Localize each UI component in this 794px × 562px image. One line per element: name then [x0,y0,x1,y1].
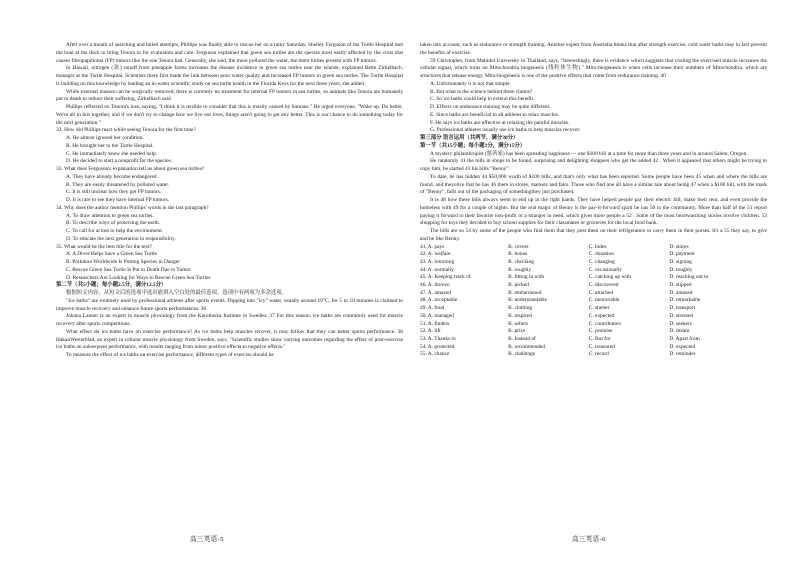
paragraph: "Ice baths" are routinely used by professional athletes after sports events. Dipping into "icy" water, usually around 10°C, for 5 to 10 minutes is claimed to improve muscle recovery and enhance future sports performances. 36 [56,297,403,312]
cloze-option: B. challenge [508,351,536,358]
cloze-option-row [420,259,750,267]
answer-option: C. He immediately knew she needed help. [66,150,158,157]
paragraph: Phillips reflected on Tenora's loss, saying, "I think it is terrible to consider that this is mostly caused by humans." He urged everyone, "Wake up. Do better. We're all in this together, and if we don't try to change how we live our lives, things aren't going to get any better. This is our chance to do something today for the next generation." [56,104,403,126]
cloze-option-row [420,251,750,259]
cloze-option: D. payment [669,251,695,258]
cloze-option-row [420,351,750,359]
cloze-option-row [420,328,750,336]
answer-option: B. Pollution Worldwide Is Putting Species in Danger [66,259,180,265]
cloze-option: B. clothing [508,305,533,312]
right-paragraphs [420,42,767,244]
cloze-option: 54. A. protected [420,343,455,350]
cloze-option: C. catching up with [588,274,631,281]
cloze-option: B. prize [508,328,526,335]
cloze-option: C. promise [588,328,613,335]
section-heading: 第一节（共15小题；每小题1分，满分15分） [420,142,526,149]
answer-option: D. He decided to start a nonprofit for the species. [66,158,173,165]
cloze-option: D. stressed [669,312,694,319]
answer-option: C. To call for action to help the environment. [66,228,164,234]
paragraph: To measure the effect of ice baths on exercise performance, different types of exercise should be [66,352,274,358]
cloze-option: B. inspired [508,312,532,319]
paragraph: 根据短文内容，从短文后的选项中选出能填入空白处的最佳选项。选项中有两项为多余选项。 [66,290,288,296]
answer-option: B. To describe ways of protecting the earth. [66,220,160,227]
cloze-option-row [420,336,750,344]
answer-option: C. Rescue Green Sea Turtle Is Put to Death Due to Tumor [66,266,191,273]
paragraph: In Hawaii, nitrogen (氮) runoff from pineapple farms increases the disease incidence in green sea turtles near the islands, explained Bette Zirkelbach, manager at the Turtle Hospital. Scientists there first made the link between poor water quality and increased FP tumors in green sea turtles. The Turtle Hospital is building on this knowledge by leading an in-water scientific study on sea turtle health in the Florida Keys for the next three years, she added. [56,65,403,87]
cloze-option: 41. A. pays [420,243,445,250]
cloze-option: C. memorable [588,297,620,304]
answer-option: G. Professional athletes usually use ice baths to help muscles recover. [430,127,581,134]
paragraph: Johana Lanner is an expert in muscle physiology from the Karolinska Institute in Sweden. 37 For this reason, ice baths are commonly used for muscle recovery after sports competitions. [56,313,403,327]
answer-option: F. He says ice baths are effective at relaxing the painful muscles. [430,119,570,126]
question-stem: 35. What would be the best title for the text? [56,243,153,250]
cloze-option: B. bonus [508,251,528,258]
cloze-option-row [420,290,750,298]
answer-option: A. To draw attention to green sea turtles. [66,212,154,219]
right-page-column [420,42,767,359]
left-page-footer: 高三英语-5 [190,536,224,543]
answer-option: B. But what is the science behind these claims? [430,88,533,95]
cloze-option: 42. A. welfare [420,251,451,258]
paragraph: What effect do ice baths have on exercise performance? As ice baths help muscles recover, it may follow that they can better sports performance. 38 HakanWesterblad, an expert in cellular muscle physiology from Sweden, says, "Scientific studies show varying outcomes regarding the effect of post-exercise ice baths on subsequent performance, with results ranging from minor positive effects to negative effects." [56,328,403,351]
cloze-option: C. attached [588,289,614,296]
question-stem: 33. What does Ferguson's explanation tell us about green sea turtles? [56,166,205,172]
answer-option: C. It is still unclear how they get FP tumors. [66,189,162,196]
paragraph: taken into account, such as endurance or strength training. Another expert from Australia thinks that after strength exercise, cold water baths may in fact prevent the benefits of exercise. [420,42,767,56]
cloze-option: 43. A. returning [420,258,455,265]
cloze-option-row [420,321,750,329]
paragraph: He randomly 41 the bills in shops to be found, surprising and delighting shoppers who get the added 42 . When it appeared that others might be trying to copy him, he started 43 his bills "Benny". [420,158,767,172]
cloze-option-row [420,344,750,352]
cloze-option: 53. A. Thanks to [420,335,456,342]
question-stem: 32. How did Phillips react while seeing Tenora for the first time? [56,127,196,134]
cloze-option: B. sellers [508,320,529,327]
cloze-option: 48. A. acceptable [420,297,458,304]
cloze-option: B. picked [508,282,529,289]
section-heading: 第三部分 语言运用（共两节，满分30分） [420,135,519,141]
answer-option: C. So ice baths could help to extend this benefit. [430,96,535,103]
cloze-option: 44. A. normally [420,266,454,273]
cloze-option: 51. A. finders [420,320,450,327]
cloze-options-table [420,244,750,360]
answer-option: D. Researchers Are Looking for Ways to Rescue Green Sea Turtles [66,274,211,281]
cloze-option: 52. A. lift [420,328,441,335]
cloze-option: B. embarrassed [508,289,542,296]
answer-option: B. They are easily threatened by polluted water. [66,181,170,188]
paragraph: A mystery philanthropist (慈善家) has been spreading happiness — one $100 bill at a time for more than three years and in around Salem, Oregon. [430,150,748,157]
cloze-option: 47. A. amazed [420,289,451,296]
paragraph: The bills are so 54 by some of the people who find them that they post them on their refrigerators or carry them in their purses. It's a 55 they say, to give and be like Benny. [420,228,767,242]
cloze-option: B. covers [508,243,529,250]
cloze-option: D. reaching out to [669,274,709,281]
cloze-option-row [420,297,750,305]
cloze-option: C. discovered [588,282,619,289]
cloze-option-row [420,282,750,290]
cloze-option: 55. A. chance [420,351,450,358]
answer-option: D. To educate the next generation in responsibility. [66,235,176,242]
cloze-option: C. donation [588,251,614,258]
cloze-option: C. shelter [588,305,610,312]
cloze-option: D. slipped [669,282,692,289]
cloze-option: B. fitting in with [508,274,545,281]
cloze-option: D. remarkable [669,297,701,304]
answer-option: A. He almost ignored her condition. [66,135,144,141]
cloze-option: 49. A. food [420,305,445,312]
paragraph: To date, he has hidden 44 $50,000 worth of $100 bills, and that's only what has been reported. Some people have been 45 when and where the bills are found, and theyotice that he has 46 them in stores, markets and fairs. Those who find one all have a similar tale about being 47 when a $100 bill, with the mark of "Benny", falls out of the packaging of somethingthey just purchased. [420,173,767,196]
paragraph: After over a month of searching and failed attempts, Phillips was finally able to rescue her on a rainy Saturday. Shelley Ferguson of the Turtle Hospital met the boat at the dock to bring Tenora in for evaluation and care. Ferguson explained that green sea turtles are the species most easily affected by the virus that causes fibropapilloma (FP) tumors like the one Tenora had. Generally, she said, the more polluted the water, the more turtles present with FP tumors. [56,42,403,64]
answer-option: D. It is rare to see they have internal FP tumors. [66,197,170,203]
answer-option: A. A Diver Helps Save a Green Sea Turtle [66,251,157,258]
cloze-option: C. expected [588,312,615,319]
right-page-footer: 高三英语-6 [572,536,606,543]
paragraph: It is 48 how these bills always seem to end up in the right hands. They have helped people pay their electric bill, make their rent, and even provide the homeless with 49 for a couple of nights. But the real magic of Benny is the pay-it-forward spirit he has 50 in the community. More than half of the 51 report paying it forward to their favorite non-profit or a stranger in need, which gives more people a 52 . Some of the most heartwarming stories involve children. 53 shopping for toys they decided to buy school supplies for their classmates or groceries for the local food bank. [420,197,767,227]
paragraph: While external masses can be surgically removed, there is currently no treatment for internal FP tumors in sea turtles, so animals like Tenora are humanely put to death to reduce their suffering, Zirkelbach said. [56,88,403,103]
cloze-option: C. occasionally [588,266,622,273]
question-stem: 34. Why does the author mention Phillips' words in the last paragraph? [56,204,209,211]
cloze-option: B. roughly [508,266,532,273]
cloze-option: D. amused [669,289,693,296]
cloze-option-row [420,313,750,321]
paragraph: 39 Christopher, from Mahidol University in Thailand, says, "Interestingly, there is evidence which suggests that cooling the exercised muscle increases the cellular signal, which turns on Mitochondria biogenesis (线粒体生物)." Mito-biogenesis is when cells increase their numbers of Mitochondria, which are structures that release energy. Mito-biogenesis is one of the positive effects that come from endurance training. 40 [420,57,767,79]
cloze-option: C. contributors [588,320,622,327]
cloze-option: C. treasured [588,343,615,350]
cloze-option-row [420,305,750,313]
cloze-option: D. reminder [669,351,696,358]
cloze-option: C. record [588,351,609,358]
cloze-option: B. Instead of [508,335,536,342]
section-heading: 第二节（共5小题；每小题2.5分，满分12.5分） [56,282,167,289]
left-page-column [56,42,403,360]
cloze-option: B. checking [508,258,534,265]
cloze-option: D. Apart from [669,335,700,342]
answer-option: D. Effects on endurance training may be quite different. [430,104,551,110]
cloze-option: D. expected [669,343,696,350]
cloze-option-row [420,244,750,252]
cloze-option-row [420,274,750,282]
cloze-option: D. stores [669,243,689,250]
cloze-option: D. toughly [669,266,693,273]
cloze-option: D. signing [669,258,692,265]
cloze-option: C. hides [588,243,607,250]
cloze-option: 46. A. thrown [420,282,450,289]
answer-option: A. They have already become endangered. [66,173,158,180]
answer-option: A. Unfortunately it is not that simple. [430,80,511,87]
cloze-option: C. But for [588,335,611,342]
cloze-option: 45. A. Keeping track of [420,274,471,281]
answer-option: E. Since baths are beneficial to all athletes to relax muscles. [430,111,560,118]
cloze-option: 50. A. managed [420,312,454,319]
cloze-option: D. seekers [669,320,692,327]
cloze-option: B. recommended [508,343,545,350]
cloze-option: D. dream [669,328,690,335]
cloze-option: C. changing [588,258,615,265]
cloze-option: B. understandable [508,297,548,304]
cloze-option: D. transport [669,305,696,312]
answer-option: B. He brought her to the Turtle Hospital. [66,142,154,149]
